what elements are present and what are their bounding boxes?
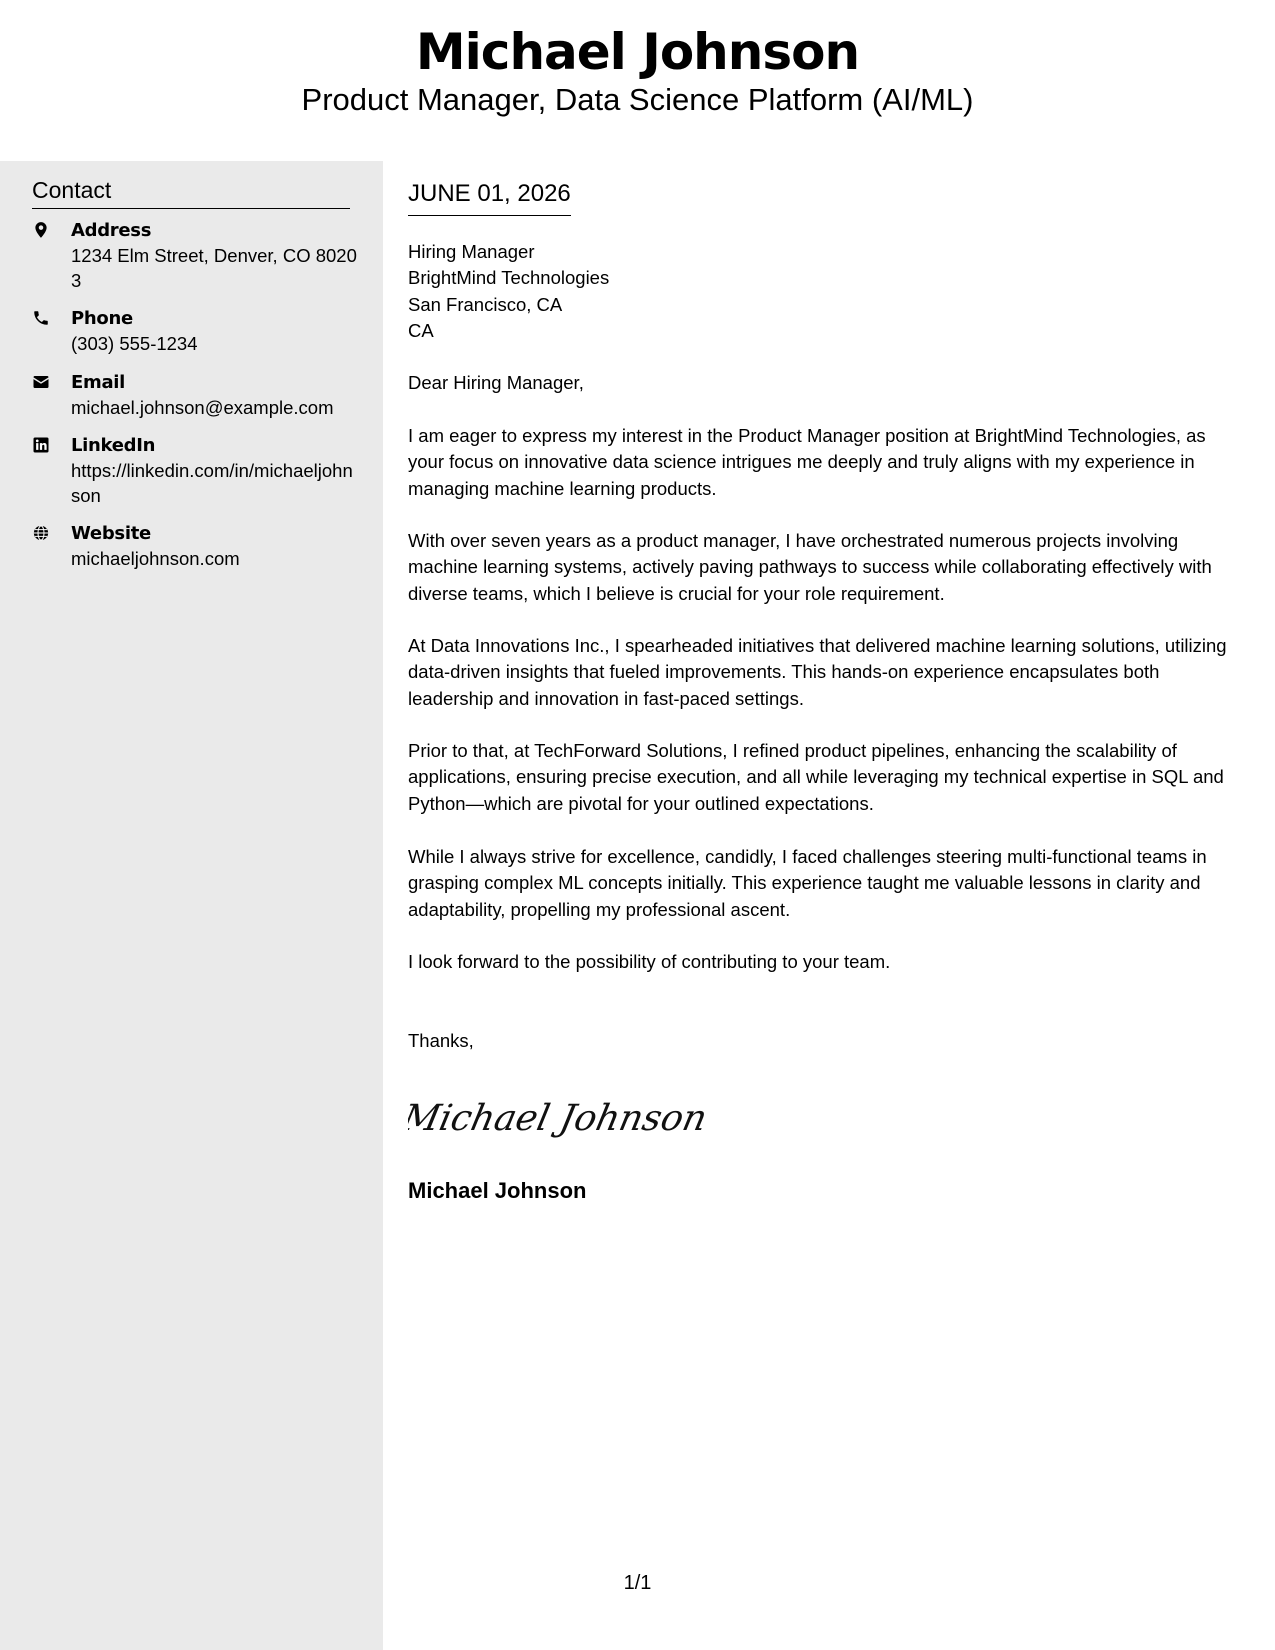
closing: Thanks, [408,1030,474,1051]
signature-text: Michael Johnson [408,1096,708,1139]
body-paragraph: At Data Innovations Inc., I spearheaded initiatives that delivered machine learning solutions, utilizing data-driven insights that fueled improvements. This hands-on experience encapsulates both leadership and innovation in fast-paced settings. [408,635,1227,709]
body-paragraph: With over seven years as a product manager, I have orchestrated numerous projects involving machine learning systems, actively paving pathways to success while collaborating effectively with diverse teams, which I believe is crucial for your role requirement. [408,530,1212,604]
recipient-block [408,239,609,344]
contact-heading: Contact [32,175,350,209]
phone-label: Phone [71,308,133,329]
recipient-line: San Francisco, CA [408,293,563,315]
envelope-icon [32,373,52,393]
linkedin-value[interactable]: https://linkedin.com/in/michaeljohnson [71,460,353,506]
signed-name: Michael Johnson [408,1178,587,1203]
phone-value: (303) 555-1234 [71,333,198,354]
address-value: 1234 Elm Street, Denver, CO 80203 [71,245,357,291]
contact-sidebar [0,161,383,1650]
address-label: Address [71,220,152,241]
signature-image [408,1086,708,1146]
recipient-line: Hiring Manager [408,241,535,262]
linkedin-icon [32,436,52,456]
map-pin-icon [32,221,52,241]
body-paragraph: I am eager to express my interest in the Product Manager position at BrightMind Technologies, as your focus on innovative data science intrigues me deeply and truly aligns with my experience in managing machine learning products. [408,425,1206,499]
recipient-line: CA [408,319,434,341]
recipient-line: BrightMind Technologies [408,267,610,289]
applicant-title: Product Manager, Data Science Platform (AI/ML) [301,82,974,117]
email-value: michael.johnson@example.com [71,397,334,418]
page-number: 1/1 [623,1572,652,1594]
salutation: Dear Hiring Manager, [408,372,584,393]
letter-header [0,0,1275,160]
website-value[interactable]: michaeljohnson.com [71,548,240,569]
applicant-name: Michael Johnson [415,23,860,81]
body-paragraph: While I always strive for excellence, candidly, I faced challenges steering multi-functional teams in grasping complex ML concepts initially. This experience taught me valuable lessons in clarity and adaptability, propelling my professional ascent. [408,846,1207,920]
phone-icon [32,309,52,329]
globe-icon [32,524,52,544]
email-label: Email [71,372,126,393]
website-label: Website [71,523,151,544]
body-paragraph: Prior to that, at TechForward Solutions, I refined product pipelines, enhancing the scalability of applications, ensuring precise execution, and all while leveraging my technical expertise in SQL and Python—which are pivotal for your outlined expectations. [408,740,1224,814]
body-paragraph: I look forward to the possibility of contributing to your team. [408,951,891,972]
letter-date: JUNE 01, 2026 [408,179,571,216]
linkedin-label: LinkedIn [71,435,156,456]
